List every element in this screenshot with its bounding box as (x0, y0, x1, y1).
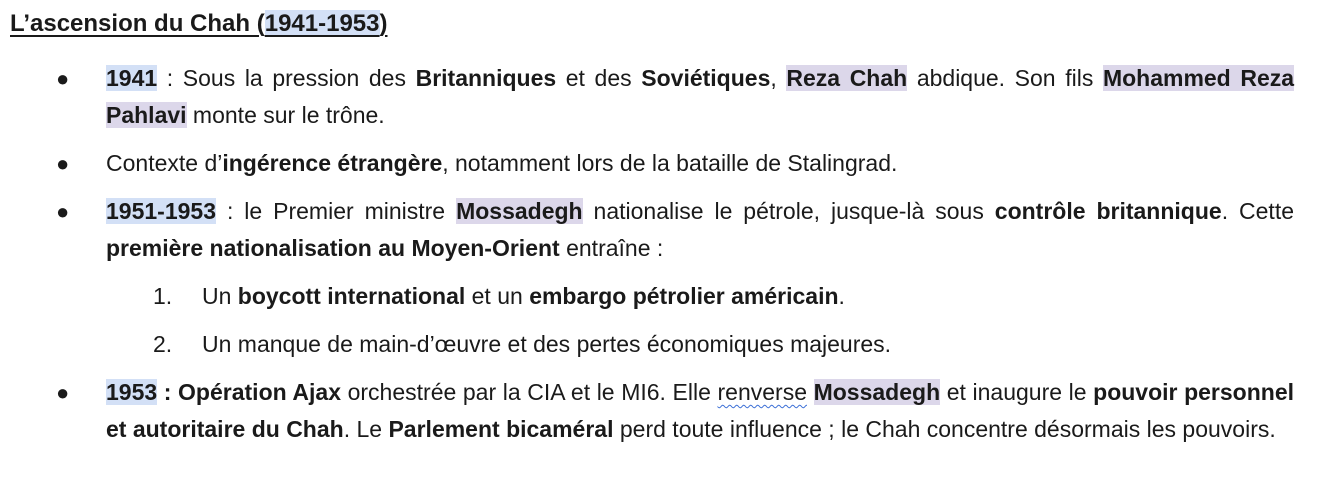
text: . (838, 283, 845, 309)
year-highlight: 1953 (106, 379, 158, 405)
bold-term: : Opération Ajax (157, 379, 341, 405)
sublist-item (106, 278, 1294, 315)
bold-term: Soviétiques (641, 65, 771, 91)
text: abdique. Son fils (907, 65, 1103, 91)
bold-term: première nationalisation au Moyen-Orient (106, 235, 560, 261)
text: nationalise le pétrole, jusque-là sous (582, 198, 995, 224)
text: entraîne : (559, 235, 664, 261)
text: , notamment lors de la bataille de Stalingrad. (442, 150, 898, 176)
person-highlight: Mohammed Reza Pahlavi (106, 65, 1295, 128)
text: et un (465, 283, 530, 309)
person-highlight: Mossadegh (813, 379, 941, 405)
text (807, 379, 814, 405)
bold-term: boycott international (237, 283, 466, 309)
bold-term: embargo pétrolier américain (529, 283, 839, 309)
text: Contexte d’ (106, 150, 223, 176)
text: et inaugure le (940, 379, 1094, 405)
bullet-icon: ● (56, 151, 70, 176)
list-item-contexte (0, 145, 1294, 182)
person-highlight: Mossadegh (456, 198, 583, 224)
list-number: 2. (153, 331, 173, 357)
text: . Le (343, 416, 389, 442)
bullet-icon: ● (56, 380, 70, 405)
list-item-1951-1953 (0, 193, 1294, 363)
sublist-item (106, 326, 1294, 363)
numbered-sublist (106, 278, 1294, 363)
text: monte sur le trône. (186, 102, 385, 128)
text: Un (202, 283, 238, 309)
title-years-highlight: 1941-1953 (264, 10, 380, 37)
list-number: 1. (153, 283, 173, 309)
spellcheck-flagged-word[interactable]: renverse (717, 379, 807, 405)
bold-term: Britanniques (415, 65, 557, 91)
title-suffix: ) (379, 10, 388, 37)
bold-term: contrôle britannique (994, 198, 1222, 224)
text: , (770, 65, 787, 91)
list-item-1941 (0, 60, 1294, 134)
bullet-icon: ● (56, 199, 70, 224)
text: et des (556, 65, 642, 91)
title-prefix: L’ascension du Chah ( (10, 10, 265, 37)
bold-term: pouvoir personnel et autoritaire du Chah (106, 379, 1295, 442)
person-highlight: Reza Chah (786, 65, 908, 91)
year-highlight: 1951-1953 (106, 198, 216, 224)
bullet-icon: ● (56, 66, 70, 91)
text: . Cette (1221, 198, 1294, 224)
list-item-1953 (0, 374, 1294, 448)
text: Un manque de main-d’œuvre et des pertes économiques majeures. (202, 331, 892, 357)
bold-term: Parlement bicaméral (388, 416, 614, 442)
text: : le Premier ministre (216, 198, 457, 224)
bullet-list (0, 60, 1332, 459)
page-title (10, 6, 388, 42)
text: : Sous la pression des (157, 65, 416, 91)
year-highlight: 1941 (106, 65, 158, 91)
text: orchestrée par la CIA et le MI6. Elle (341, 379, 718, 405)
text: perd toute influence ; le Chah concentre désormais les pouvoirs. (613, 416, 1276, 442)
bold-term: ingérence étrangère (222, 150, 443, 176)
